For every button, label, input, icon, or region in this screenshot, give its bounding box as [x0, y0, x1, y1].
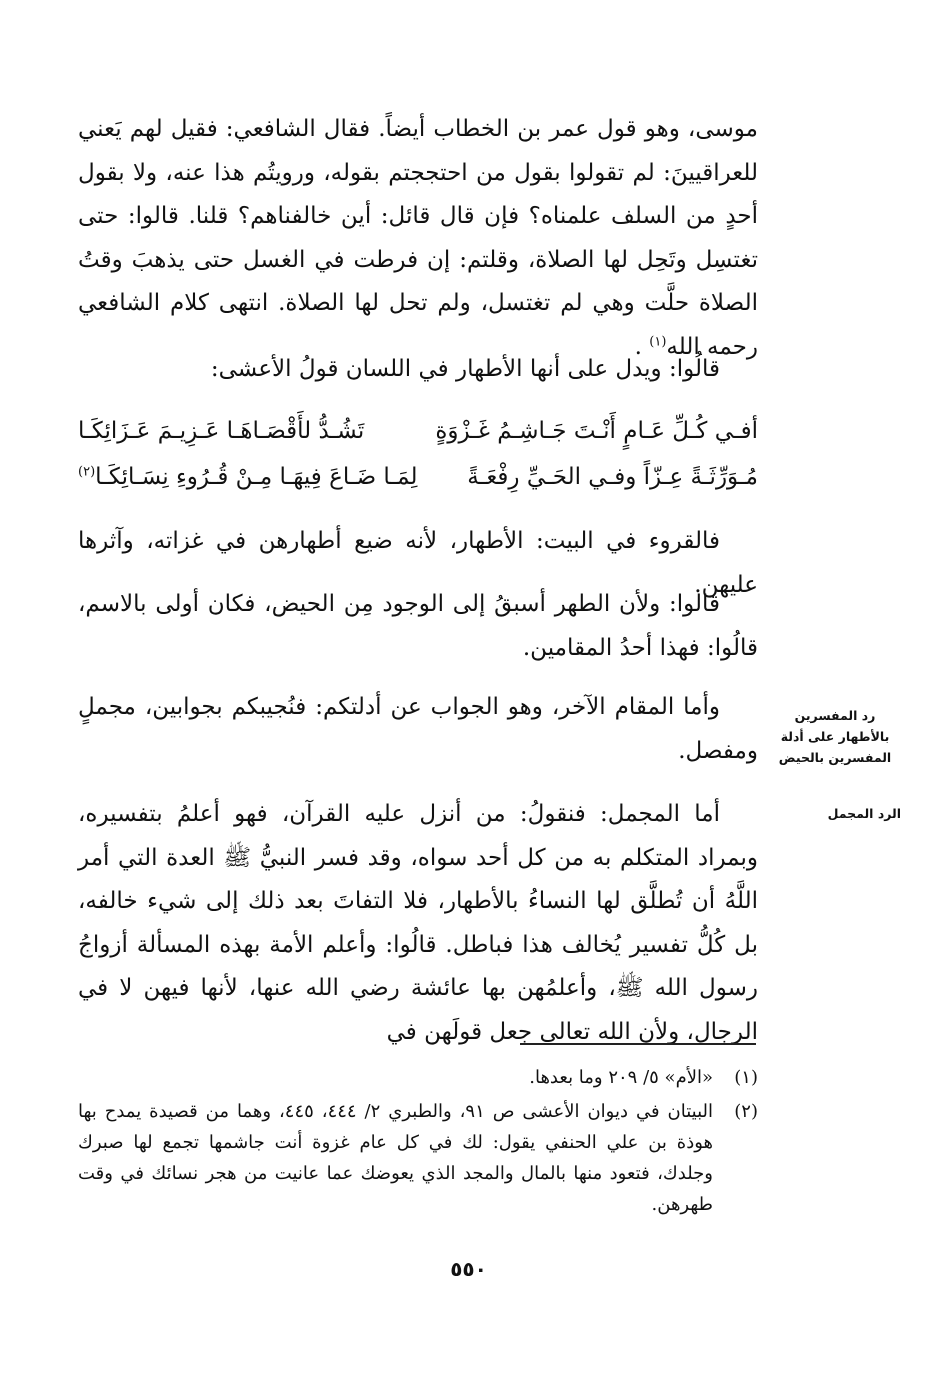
poem-verse-2 [78, 454, 758, 500]
footnote-text: البيتان في ديوان الأعشى ص ٩١، والطبري ٢/ ٤٤٤، ٤٤٥، وهما من قصيدة يمدح بها هوذة بن علي الحنفي يقول: لك في كل عام غزوة أنت جاشمها تجمع لها صبرك وجلدك، فتعود منها بالمال والمجد الذي يعوضك عما عانيت من هجر نسائك في وقت طهرهن. [78, 1101, 713, 1215]
poem-hemistich-second [78, 454, 417, 500]
footnote-text: «الأم» ٥/ ٢٠٩ وما بعدها. [529, 1067, 713, 1088]
footnote-2 [78, 1096, 758, 1220]
footnote-number: (٢) [734, 1101, 758, 1122]
footnote-reference-2[interactable]: (٢) [78, 464, 96, 480]
poem-hemistich-second: تَشُـدُّ لأَقْصَـاهَـا عَـزِيـمَ عَـزَائِكَـا [78, 418, 365, 444]
footnote-number: (١) [734, 1067, 758, 1088]
paragraph-general-reply: أما المجمل: فنقولُ: من أنزل عليه القرآن، فهو أعلمُ بتفسيره، وبمراد المتكلم به من كل أحد سواه، وقد فسر النبيُّ ﷺ العدة التي أمر اللَّهُ أن تُطلَّق لها النساءُ بالأطهار، فلا التفاتَ بعد ذلك إلى شيء خالفه، بل كُلُّ تفسير يُخالف هذا فباطل. قالُوا: وأعلم الأمة بهذه المسألة أزواجُ رسول الله ﷺ، وأعلمُهن بها عائشة رضي الله عنها، لأنها فيهن لا في الرجال، ولأن الله تعالى جعل قولَهن في [78, 801, 758, 1045]
footnote-reference-1[interactable]: (١) [649, 333, 667, 349]
poem-verse-1 [78, 408, 758, 454]
margin-note-general-reply: الرد المجمل [827, 806, 901, 821]
paragraph-tuhr-precedence: قالوا: ولأن الطهر أسبقُ إلى الوجود مِن الحيض، فكان أولى بالاسم، قالُوا: فهذا أحدُ المقامين. [78, 591, 758, 661]
page-number: ٥٥٠ [450, 1257, 487, 1281]
paragraph-asha-intro: قالُوا: ويدل على أنها الأطهار في اللسان قولُ الأعشى: [210, 356, 720, 382]
poem-hemistich-text: لِمَـا ضَـاعَ فِيهَـا مِـنْ قُـرُوءِ نِسَـائِكَـا [95, 464, 418, 490]
footnote-1 [78, 1062, 758, 1093]
footnotes-section [78, 1062, 758, 1220]
paragraph-shafii-quote [78, 108, 758, 369]
paragraph-text: موسى، وهو قول عمر بن الخطاب أيضاً. فقال الشافعي: فقيل لهم يَعني للعراقيينَ: لم تقولوا بقول من احتججتم بقوله، ورويتُم هذا عنه، ولا بقول أحدٍ من السلف علمناه؟ فإن قال قائل: أين خالفناهم؟ قلنا. قالوا: حتى تغتسِل وتَحِل لها الصلاة، وقلتم: إن فرطت في الغسل حتى يذهبَ وقتُ الصلاة حلَّت وهي لم تغتسل، ولم تحل لها الصلاة. انتهى كلام الشافعي رحمه الله [78, 116, 758, 360]
poem-hemistich-first: أفـي كُـلِّ عَـامٍ أَنْـتَ جَـاشِـمُ غَـزْوَةٍ [435, 418, 758, 444]
poem-block [78, 408, 758, 500]
margin-note-reply-heading: رد المفسرين بالأطهار على أدلة المفسرين بالحيض [778, 708, 892, 765]
poem-hemistich-first: مُـوَرِّثَـةً عِـزّاً وفـي الحَـيِّ رِفْعَـةً [467, 464, 758, 490]
paragraph-end: . [634, 333, 650, 360]
paragraph-qurū-explanation: فالقروء في البيت: الأطهار، لأنه ضيع أطهارهن في غزاته، وآثرها عليهن. [78, 528, 758, 598]
footnote-divider [520, 1043, 756, 1045]
paragraph-second-position: وأما المقام الآخر، وهو الجواب عن أدلتكم: فنُجيبكم بجوابين، مجملٍ ومفصل. [78, 694, 758, 764]
